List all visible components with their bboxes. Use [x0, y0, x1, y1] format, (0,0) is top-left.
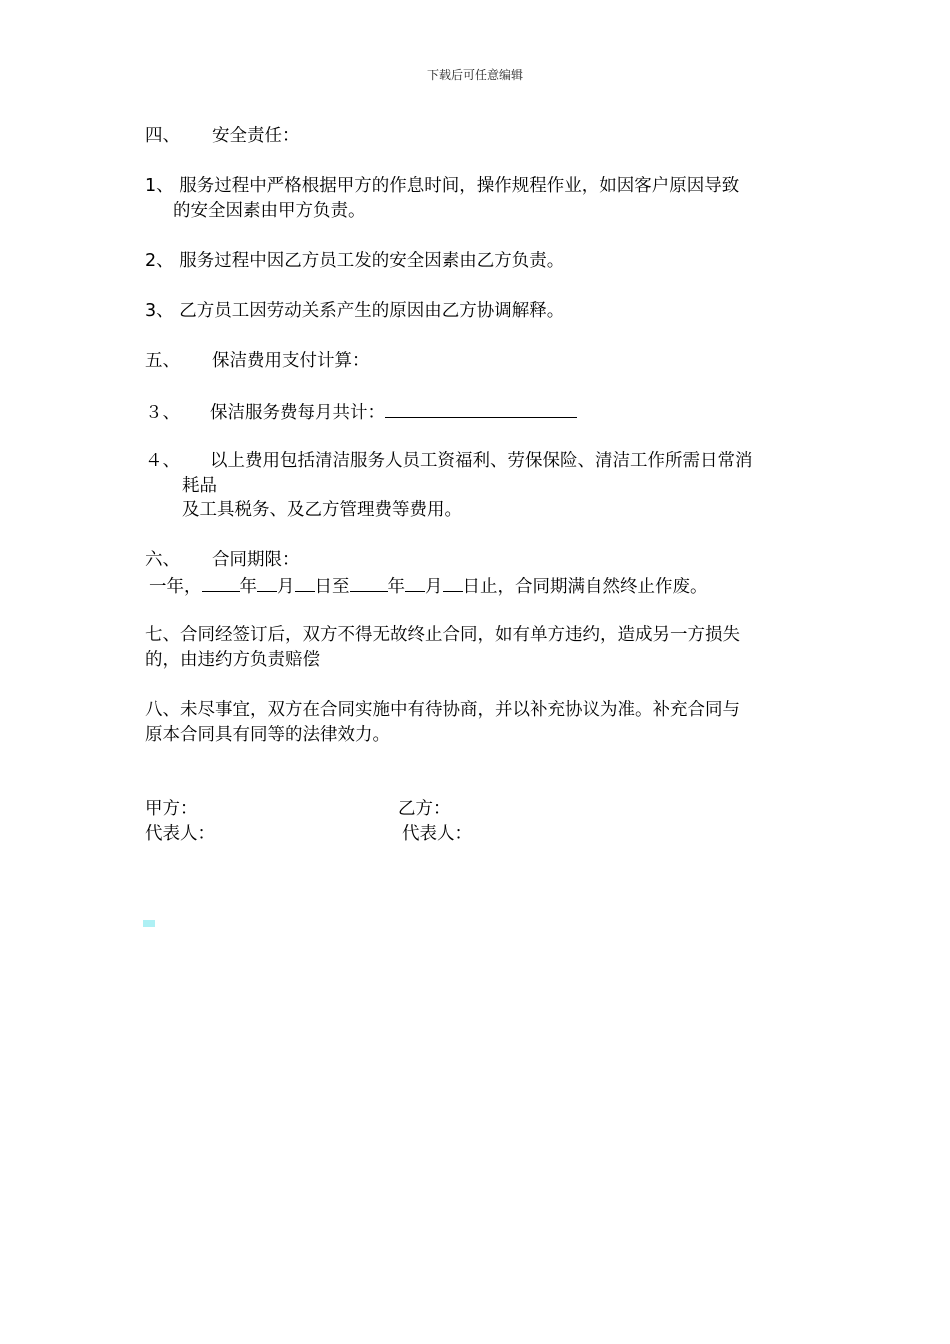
section-title: 保洁费用支付计算：	[212, 351, 370, 371]
section-7-line-1: 七、合同经签订后，双方不得无故终止合同，如有单方违约，造成另一方损失	[145, 625, 740, 645]
section-8-line-2: 原本合同具有同等的法律效力。	[145, 725, 390, 745]
item-number: ３、	[145, 403, 180, 423]
section-number: 五、	[145, 351, 180, 371]
section-4-item-1-cont: 的安全因素由甲方负责。	[173, 201, 366, 221]
section-4-item-1	[145, 174, 739, 199]
term-text: 日至	[314, 577, 350, 597]
month-blank	[405, 573, 425, 592]
item-text: 以上费用包括清洁服务人员工资福利、劳保保险、清洁工作所需日常消	[210, 451, 753, 471]
party-a-label: 甲方：	[145, 799, 198, 819]
cursor-marker	[143, 920, 155, 927]
section-6-heading	[145, 548, 300, 573]
section-number: 四、	[145, 126, 180, 146]
party-b-rep-label: 代表人：	[402, 824, 472, 844]
term-text: 年	[387, 577, 405, 597]
term-text: 一年，	[149, 577, 202, 597]
section-7-line-2: 的，由违约方负责赔偿	[145, 650, 320, 670]
section-number: 六、	[145, 550, 180, 570]
term-text: 日止，合同期满自然终止作废。	[462, 577, 708, 597]
item-text: 保洁服务费每月共计：	[210, 403, 385, 423]
item-number: ４、	[145, 451, 180, 471]
item-text: 乙方员工因劳动关系产生的原因由乙方协调解释。	[179, 301, 565, 321]
section-title: 安全责任：	[212, 126, 300, 146]
party-a-rep-label: 代表人：	[145, 824, 215, 844]
month-blank	[257, 573, 277, 592]
term-text: 年	[239, 577, 257, 597]
section-title: 合同期限：	[212, 550, 300, 570]
year-blank	[350, 573, 388, 592]
day-blank	[443, 573, 463, 592]
party-b-label: 乙方：	[398, 799, 451, 819]
section-5-item-4-cont2: 及工具税务、及乙方管理费等费用。	[182, 500, 462, 520]
term-text: 月	[277, 577, 295, 597]
page-header-note: 下载后可任意编辑	[426, 68, 523, 82]
contract-term-line	[149, 573, 708, 600]
item-text: 服务过程中因乙方员工发的安全因素由乙方负责。	[179, 251, 565, 271]
item-number: 2、	[145, 251, 174, 271]
item-number: 3、	[145, 301, 174, 321]
section-4-heading	[145, 124, 300, 149]
day-blank	[295, 573, 315, 592]
fee-blank	[385, 399, 577, 418]
item-number: 1、	[145, 176, 174, 196]
year-blank	[202, 573, 240, 592]
section-8-line-1: 八、未尽事宜，双方在合同实施中有待协商，并以补充协议为准。补充合同与	[145, 700, 740, 720]
term-text: 月	[425, 577, 443, 597]
section-4-item-2	[145, 249, 564, 274]
section-4-item-3	[145, 299, 564, 324]
section-5-heading	[145, 349, 370, 374]
section-5-item-4-cont: 耗品	[182, 476, 217, 496]
section-5-item-3	[145, 399, 577, 426]
section-5-item-4	[145, 449, 753, 474]
item-text: 服务过程中严格根据甲方的作息时间，操作规程作业，如因客户原因导致	[179, 176, 740, 196]
